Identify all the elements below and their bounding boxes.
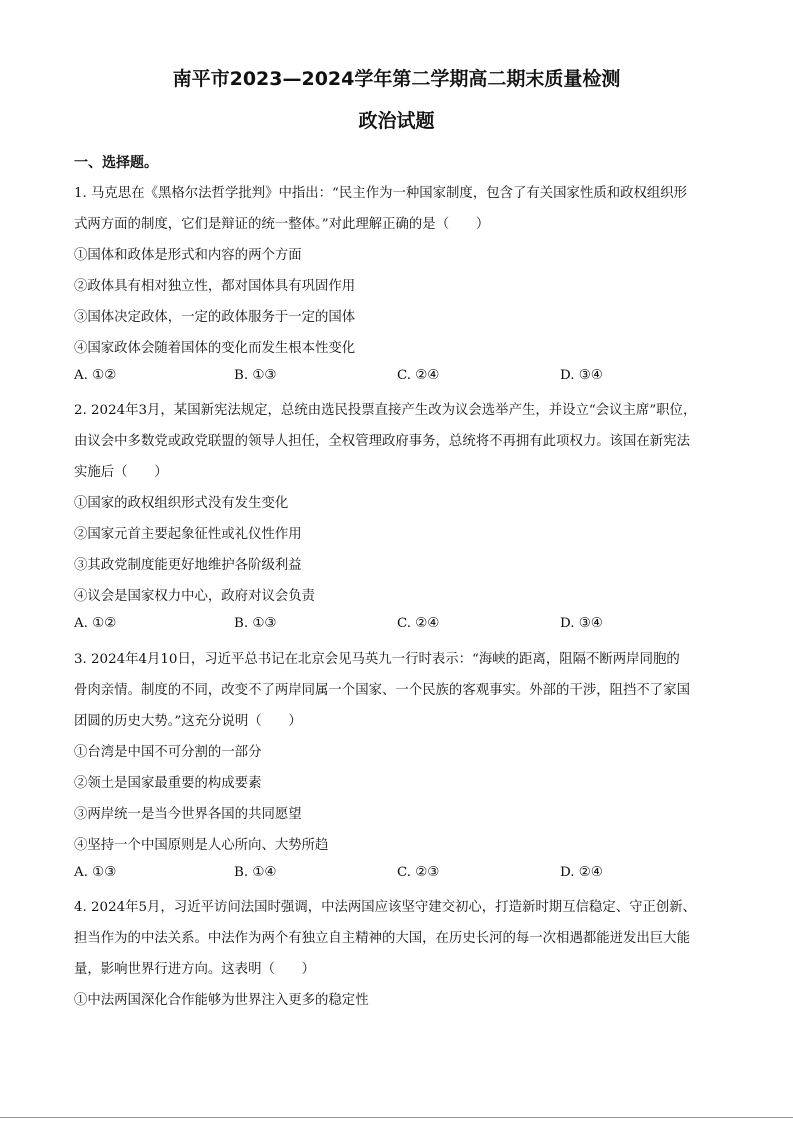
q1-statement-4: ④国家政体会随着国体的变化而发生根本性变化 <box>74 341 356 356</box>
q1-options <box>74 368 714 388</box>
q2-option-a[interactable]: A. ①② <box>74 616 117 631</box>
q4-stem-line-3: 量，影响世界行进方向。这表明（ ） <box>74 962 316 977</box>
q4-stem-line-1: 4. 2024年5月，习近平访问法国时强调，中法两国应该坚守建交初心，打造新时期互信稳定、守正创新、 <box>74 900 697 915</box>
q3-stem-line-3: 团圆的历史大势。”这充分说明（ ） <box>74 714 302 729</box>
q3-option-b[interactable]: B. ①④ <box>234 865 277 880</box>
q3-statement-3: ③两岸统一是当今世界各国的共同愿望 <box>74 807 302 822</box>
q2-option-c[interactable]: C. ②④ <box>397 616 440 631</box>
q3-stem-line-1: 3. 2024年4月10日，习近平总书记在北京会见马英九一行时表示：“海峡的距离，阻隔不断两岸同胞的 <box>74 652 680 667</box>
q3-stem-line-2: 骨肉亲情。制度的不同，改变不了两岸同属一个国家、一个民族的客观事实。外部的干涉，阻挡不了家国 <box>74 683 690 698</box>
q1-option-a[interactable]: A. ①② <box>74 368 117 383</box>
q2-statement-2: ②国家元首主要起象征性或礼仪性作用 <box>74 527 302 542</box>
q2-statement-4: ④议会是国家权力中心，政府对议会负责 <box>74 589 316 604</box>
q4-stem-line-2: 担当作为的中法关系。中法作为两个有独立自主精神的大国，在历史长河的每一次相遇都能迸发出巨大能 <box>74 931 690 946</box>
q2-options <box>74 616 714 636</box>
q1-statement-1: ①国体和政体是形式和内容的两个方面 <box>74 248 302 263</box>
q2-stem-line-2: 由议会中多数党或政党联盟的领导人担任，全权管理政府事务，总统将不再拥有此项权力。该国在新宪法 <box>74 434 690 449</box>
q1-option-d[interactable]: D. ③④ <box>560 368 603 383</box>
exam-subtitle: 政治试题 <box>358 110 435 132</box>
q2-statement-1: ①国家的政权组织形式没有发生变化 <box>74 496 289 511</box>
q3-option-d[interactable]: D. ②④ <box>560 865 603 880</box>
q1-stem-line-2: 式两方面的制度，它们是辩证的统一整体。”对此理解正确的是（ ） <box>74 217 490 232</box>
section-heading: 一、选择题。 <box>74 155 158 171</box>
q2-stem-line-1: 2. 2024年3月，某国新宪法规定，总统由选民投票直接产生改为议会选举产生，并设立“会议主席”职位， <box>74 403 697 418</box>
q1-option-b[interactable]: B. ①③ <box>234 368 277 383</box>
q3-option-a[interactable]: A. ①③ <box>74 865 117 880</box>
q2-statement-3: ③其政党制度能更好地维护各阶级利益 <box>74 558 302 573</box>
q2-option-b[interactable]: B. ①③ <box>234 616 277 631</box>
q2-option-d[interactable]: D. ③④ <box>560 616 603 631</box>
q1-statement-3: ③国体决定政体，一定的政体服务于一定的国体 <box>74 310 356 325</box>
q4-statement-1: ①中法两国深化合作能够为世界注入更多的稳定性 <box>74 993 369 1008</box>
q3-option-c[interactable]: C. ②③ <box>397 865 440 880</box>
q3-options <box>74 865 714 885</box>
page-bottom-divider <box>0 1117 793 1118</box>
q3-statement-2: ②领土是国家最重要的构成要素 <box>74 776 262 791</box>
q1-option-c[interactable]: C. ②④ <box>397 368 440 383</box>
q2-stem-line-3: 实施后（ ） <box>74 465 168 480</box>
q3-statement-1: ①台湾是中国不可分割的一部分 <box>74 745 262 760</box>
exam-title: 南平市2023—2024学年第二学期高二期末质量检测 <box>172 68 621 90</box>
q1-stem-line-1: 1. 马克思在《黑格尔法哲学批判》中指出：“民主作为一种国家制度，包含了有关国家性质和政权组织形 <box>74 186 688 201</box>
q3-statement-4: ④坚持一个中国原则是人心所向、大势所趋 <box>74 838 329 853</box>
q1-statement-2: ②政体具有相对独立性，都对国体具有巩固作用 <box>74 279 356 294</box>
